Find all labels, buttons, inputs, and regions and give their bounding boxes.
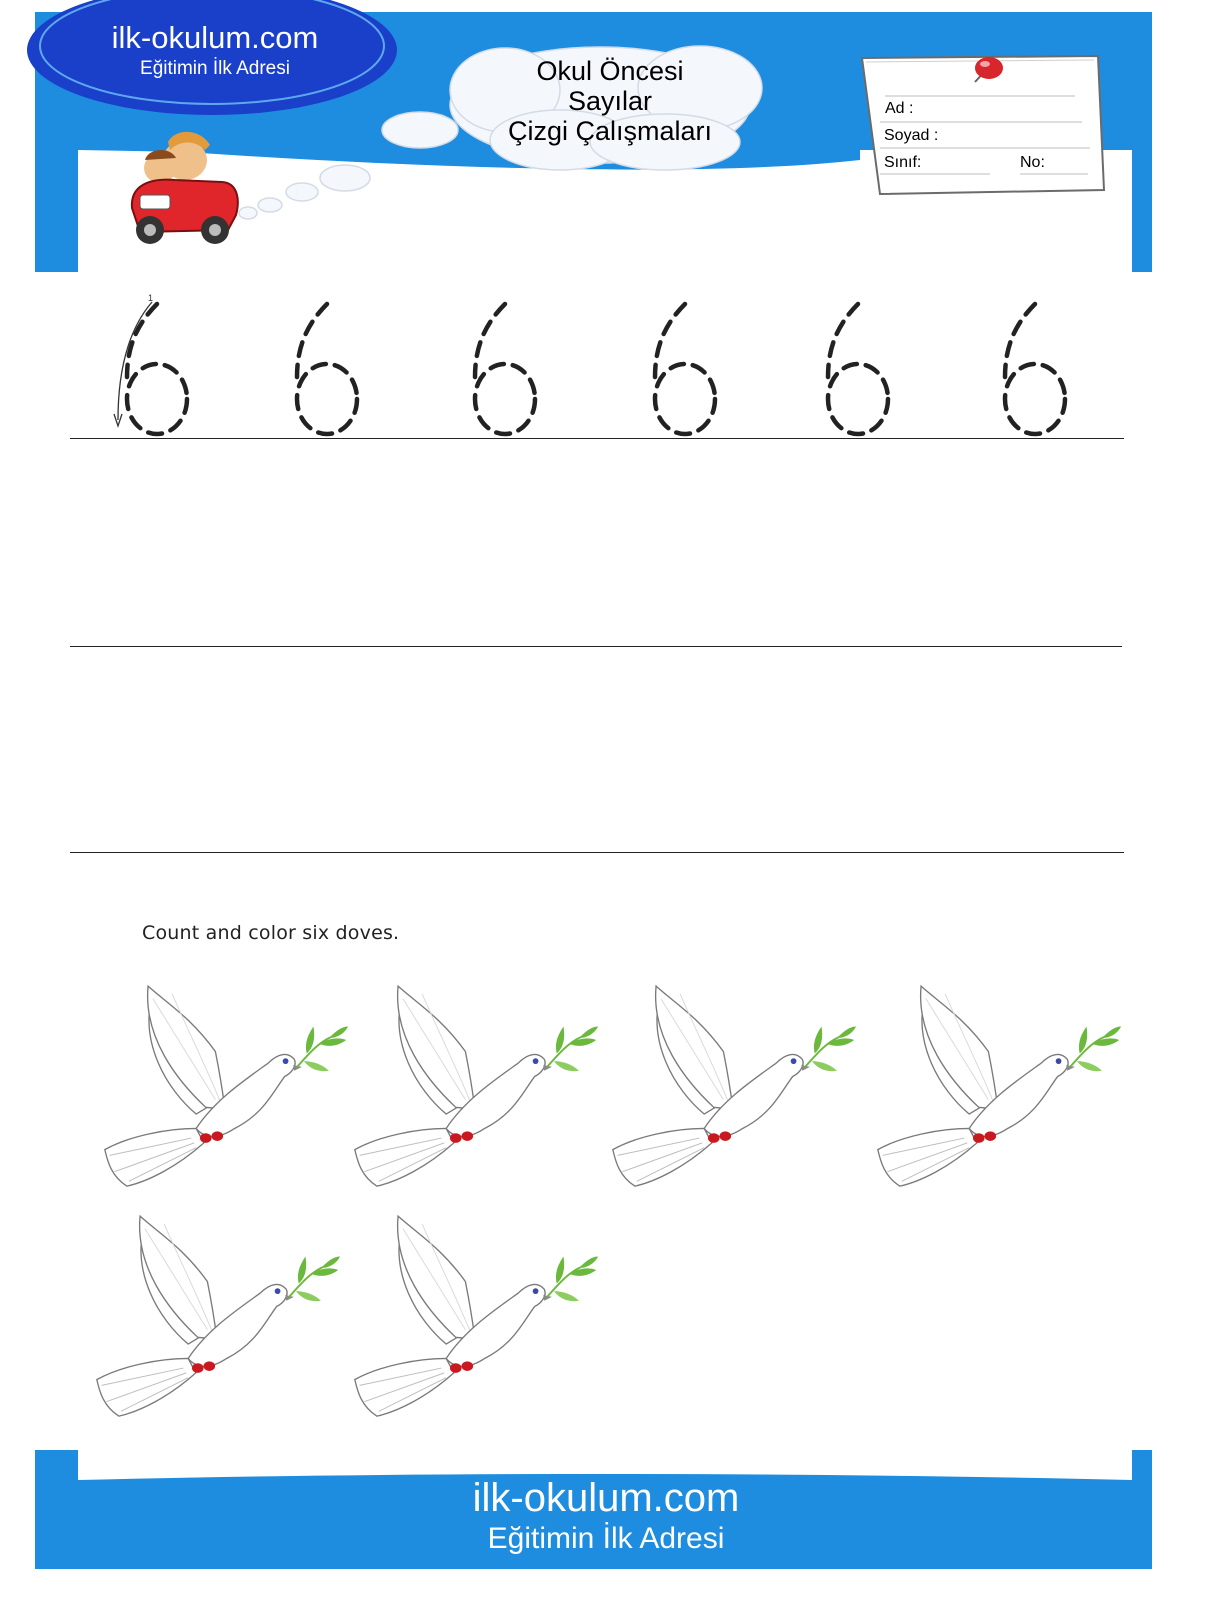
- logo-subtitle: Eğitimin İlk Adresi: [140, 58, 290, 79]
- surname-label: Soyad :: [884, 127, 939, 144]
- dove-illustration: [873, 975, 1123, 1205]
- dove-illustration: [92, 1205, 342, 1435]
- footer-title: ilk-okulum.com: [472, 1476, 740, 1520]
- dove-illustration: [350, 1205, 600, 1435]
- dove-illustration: [350, 975, 600, 1205]
- stroke-start-marker: 1: [148, 293, 154, 303]
- dove-illustration: [608, 975, 858, 1205]
- activity-instruction: Count and color six doves.: [142, 922, 400, 944]
- title-line: Okul Öncesi: [536, 56, 684, 86]
- dashed-digit: [828, 304, 888, 434]
- tracing-digits: [0, 280, 1212, 460]
- name-label: Ad :: [885, 100, 914, 117]
- writing-line: [70, 646, 1122, 647]
- dashed-digit: [655, 304, 715, 434]
- dove-illustration: [100, 975, 350, 1205]
- dashed-digit: [297, 304, 357, 434]
- footer-subtitle: Eğitimin İlk Adresi: [487, 1522, 725, 1555]
- title-line: Sayılar: [567, 86, 653, 116]
- worksheet-title: [470, 56, 750, 146]
- class-label: Sınıf:: [884, 154, 922, 171]
- writing-line: [70, 438, 1124, 439]
- number-label: No:: [1020, 154, 1045, 171]
- dashed-digit: [127, 304, 187, 434]
- dashed-digit: [1005, 304, 1065, 434]
- title-line: Çizgi Çalışmaları: [507, 116, 713, 146]
- writing-line: [70, 852, 1124, 853]
- logo-title: ilk-okulum.com: [111, 20, 319, 55]
- dashed-digit: [475, 304, 535, 434]
